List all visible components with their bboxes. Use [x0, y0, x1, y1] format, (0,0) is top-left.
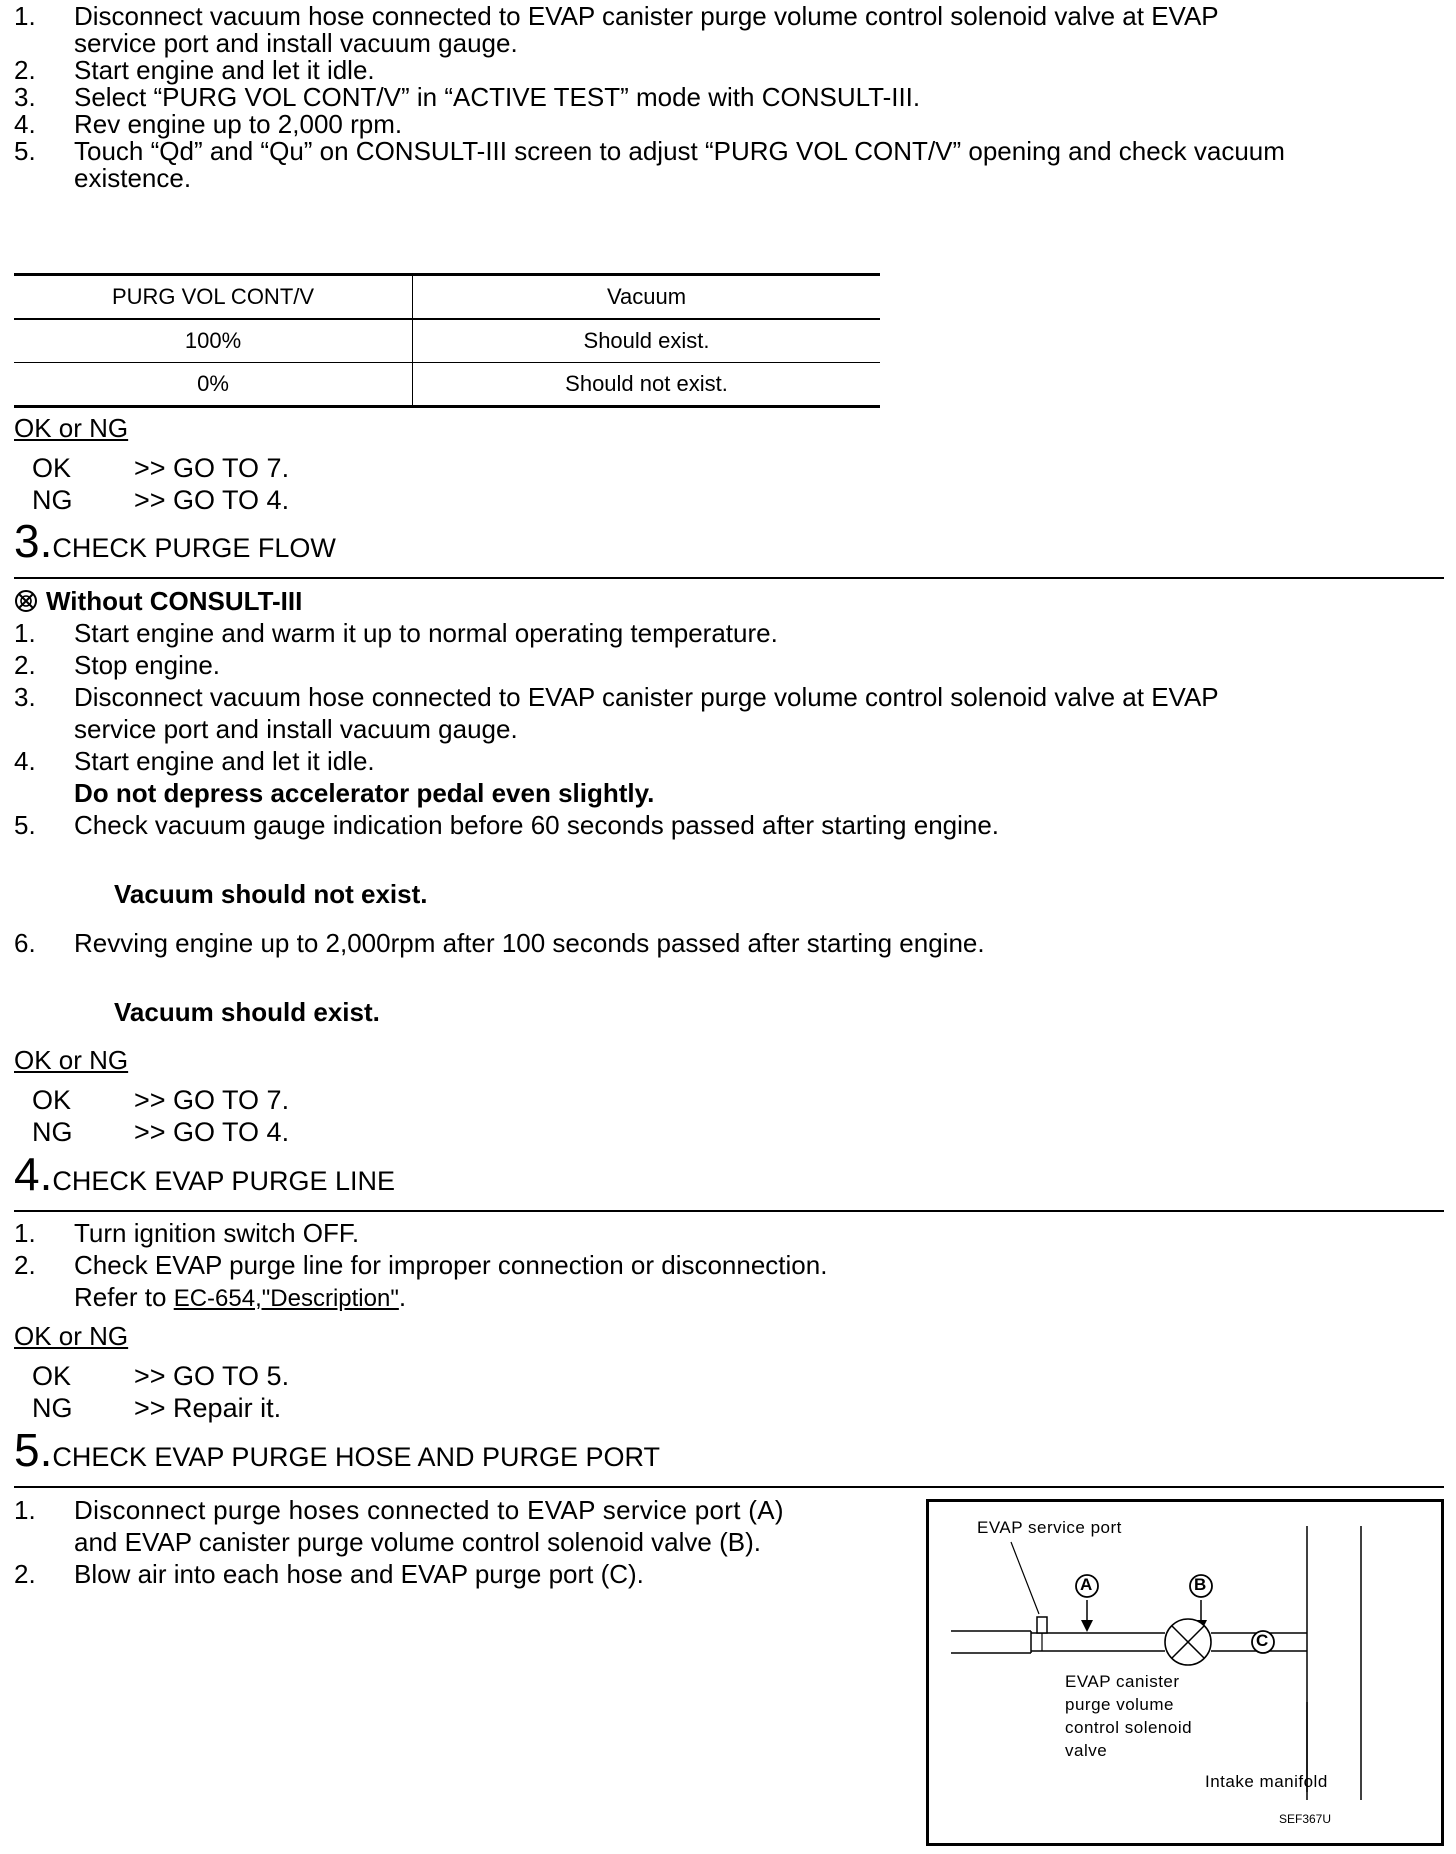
ng-action: >> Repair it. — [134, 1393, 282, 1423]
step-item-number: 5. — [14, 810, 36, 840]
intro-step-number: 5. — [14, 136, 36, 166]
marker-c: C — [1256, 1631, 1269, 1650]
step-item-number: 3. — [14, 682, 36, 712]
ok-label: OK — [32, 1361, 72, 1391]
step-title: CHECK PURGE FLOW — [52, 533, 336, 563]
ng-label: NG — [32, 1393, 73, 1423]
step-number: 4. — [14, 1148, 53, 1200]
reference-link[interactable]: EC-654,"Description" — [173, 1285, 399, 1312]
refer-line — [74, 1281, 406, 1315]
table-row — [14, 319, 880, 363]
table-header-vacuum: Vacuum — [413, 275, 881, 320]
intro-step-text: Select “PURG VOL CONT/V” in “ACTIVE TEST” mode with CONSULT-III. — [74, 82, 921, 112]
step-item-text: Check vacuum gauge indication before 60 seconds passed after starting engine. — [74, 810, 1000, 840]
refer-prefix: Refer to — [74, 1282, 174, 1312]
vacuum-spec-table — [14, 273, 880, 408]
step-item-text: Blow air into each hose and EVAP purge port (C). — [74, 1559, 644, 1589]
mode-title: Without CONSULT-III — [46, 586, 303, 616]
step-5-heading — [14, 1424, 661, 1476]
step-item-number: 6. — [14, 928, 36, 958]
section-divider — [14, 1486, 1444, 1488]
step-item-text: Stop engine. — [74, 650, 221, 680]
step-item-number: 2. — [14, 1559, 36, 1589]
step-item-number: 1. — [14, 1218, 36, 1248]
ok-action: >> GO TO 7. — [134, 1085, 290, 1115]
intro-step-text: service port and install vacuum gauge. — [74, 28, 518, 58]
table-header-row — [14, 275, 880, 320]
table-header-purg-vol: PURG VOL CONT/V — [14, 275, 413, 320]
figure-code: SEF367U — [1279, 1812, 1332, 1826]
intro-step-text: existence. — [74, 163, 192, 193]
section-divider — [14, 1210, 1444, 1212]
table-cell: Should exist. — [413, 319, 881, 363]
step-title: CHECK EVAP PURGE HOSE AND PURGE PORT — [52, 1442, 661, 1472]
step-item-text: Revving engine up to 2,000rpm after 100 seconds passed after starting engine. — [74, 928, 985, 958]
step-title: CHECK EVAP PURGE LINE — [52, 1166, 395, 1196]
purge-line-diagram — [926, 1499, 1444, 1846]
step-item-text: Disconnect vacuum hose connected to EVAP canister purge volume control solenoid valve at EVAP — [74, 682, 1219, 712]
intro-step-number: 1. — [14, 1, 36, 31]
okng-heading: OK or NG — [14, 413, 129, 443]
ng-label: NG — [32, 1117, 73, 1147]
step-4-heading — [14, 1148, 395, 1200]
marker-a: A — [1080, 1575, 1093, 1594]
intro-step-number: 3. — [14, 82, 36, 112]
ng-action: >> GO TO 4. — [134, 1117, 290, 1147]
table-cell: Should not exist. — [413, 363, 881, 407]
okng-heading: OK or NG — [14, 1045, 129, 1075]
refer-suffix: . — [398, 1282, 407, 1312]
valve-label-line: control solenoid — [1065, 1718, 1193, 1737]
ok-action: >> GO TO 5. — [134, 1361, 290, 1391]
valve-label — [1065, 1670, 1192, 1762]
ok-label: OK — [32, 1085, 72, 1115]
step-item-text: Start engine and warm it up to normal operating temperature. — [74, 618, 778, 648]
ok-label: OK — [32, 453, 72, 483]
step-number: 5. — [14, 1424, 53, 1476]
intake-manifold-label: Intake manifold — [1205, 1772, 1328, 1791]
step-item-number: 4. — [14, 746, 36, 776]
table-cell: 100% — [14, 319, 413, 363]
table-row — [14, 363, 880, 407]
table-cell: 0% — [14, 363, 413, 407]
caution-text: Do not depress accelerator pedal even slightly. — [74, 778, 655, 808]
no-consult-icon — [14, 588, 38, 612]
intro-step-text: Touch “Qd” and “Qu” on CONSULT-III screen to adjust “PURG VOL CONT/V” opening and check vacuum — [74, 136, 1285, 166]
intro-step-text: Rev engine up to 2,000 rpm. — [74, 109, 403, 139]
step-item-text: Turn ignition switch OFF. — [74, 1218, 360, 1248]
ng-label: NG — [32, 485, 73, 515]
valve-label-line: EVAP canister — [1065, 1672, 1180, 1691]
step-number: 3. — [14, 515, 53, 567]
okng-heading: OK or NG — [14, 1321, 129, 1351]
step-3-heading — [14, 515, 336, 567]
spec-note: Vacuum should exist. — [114, 997, 380, 1027]
valve-label-line: valve — [1065, 1741, 1108, 1760]
step-item-text: service port and install vacuum gauge. — [74, 714, 518, 744]
intro-step-text: Disconnect vacuum hose connected to EVAP canister purge volume control solenoid valve at EVAP — [74, 1, 1219, 31]
marker-b: B — [1194, 1575, 1207, 1594]
step-item-text: Check EVAP purge line for improper connection or disconnection. — [74, 1250, 828, 1280]
step-item-number: 2. — [14, 1250, 36, 1280]
spec-note: Vacuum should not exist. — [114, 879, 428, 909]
intro-step-number: 2. — [14, 55, 36, 85]
ng-action: >> GO TO 4. — [134, 485, 290, 515]
step-item-text: Start engine and let it idle. — [74, 746, 375, 776]
step-item-text: Disconnect purge hoses connected to EVAP service port (A) — [74, 1495, 784, 1525]
step-item-number: 2. — [14, 650, 36, 680]
step-item-number: 1. — [14, 618, 36, 648]
intro-step-text: Start engine and let it idle. — [74, 55, 375, 85]
section-divider — [14, 577, 1444, 579]
ok-action: >> GO TO 7. — [134, 453, 290, 483]
step-item-text: and EVAP canister purge volume control solenoid valve (B). — [74, 1527, 761, 1557]
mode-heading — [14, 585, 302, 617]
service-port-label: EVAP service port — [977, 1518, 1122, 1537]
intro-step-number: 4. — [14, 109, 36, 139]
valve-label-line: purge volume — [1065, 1695, 1175, 1714]
step-item-number: 1. — [14, 1495, 36, 1525]
